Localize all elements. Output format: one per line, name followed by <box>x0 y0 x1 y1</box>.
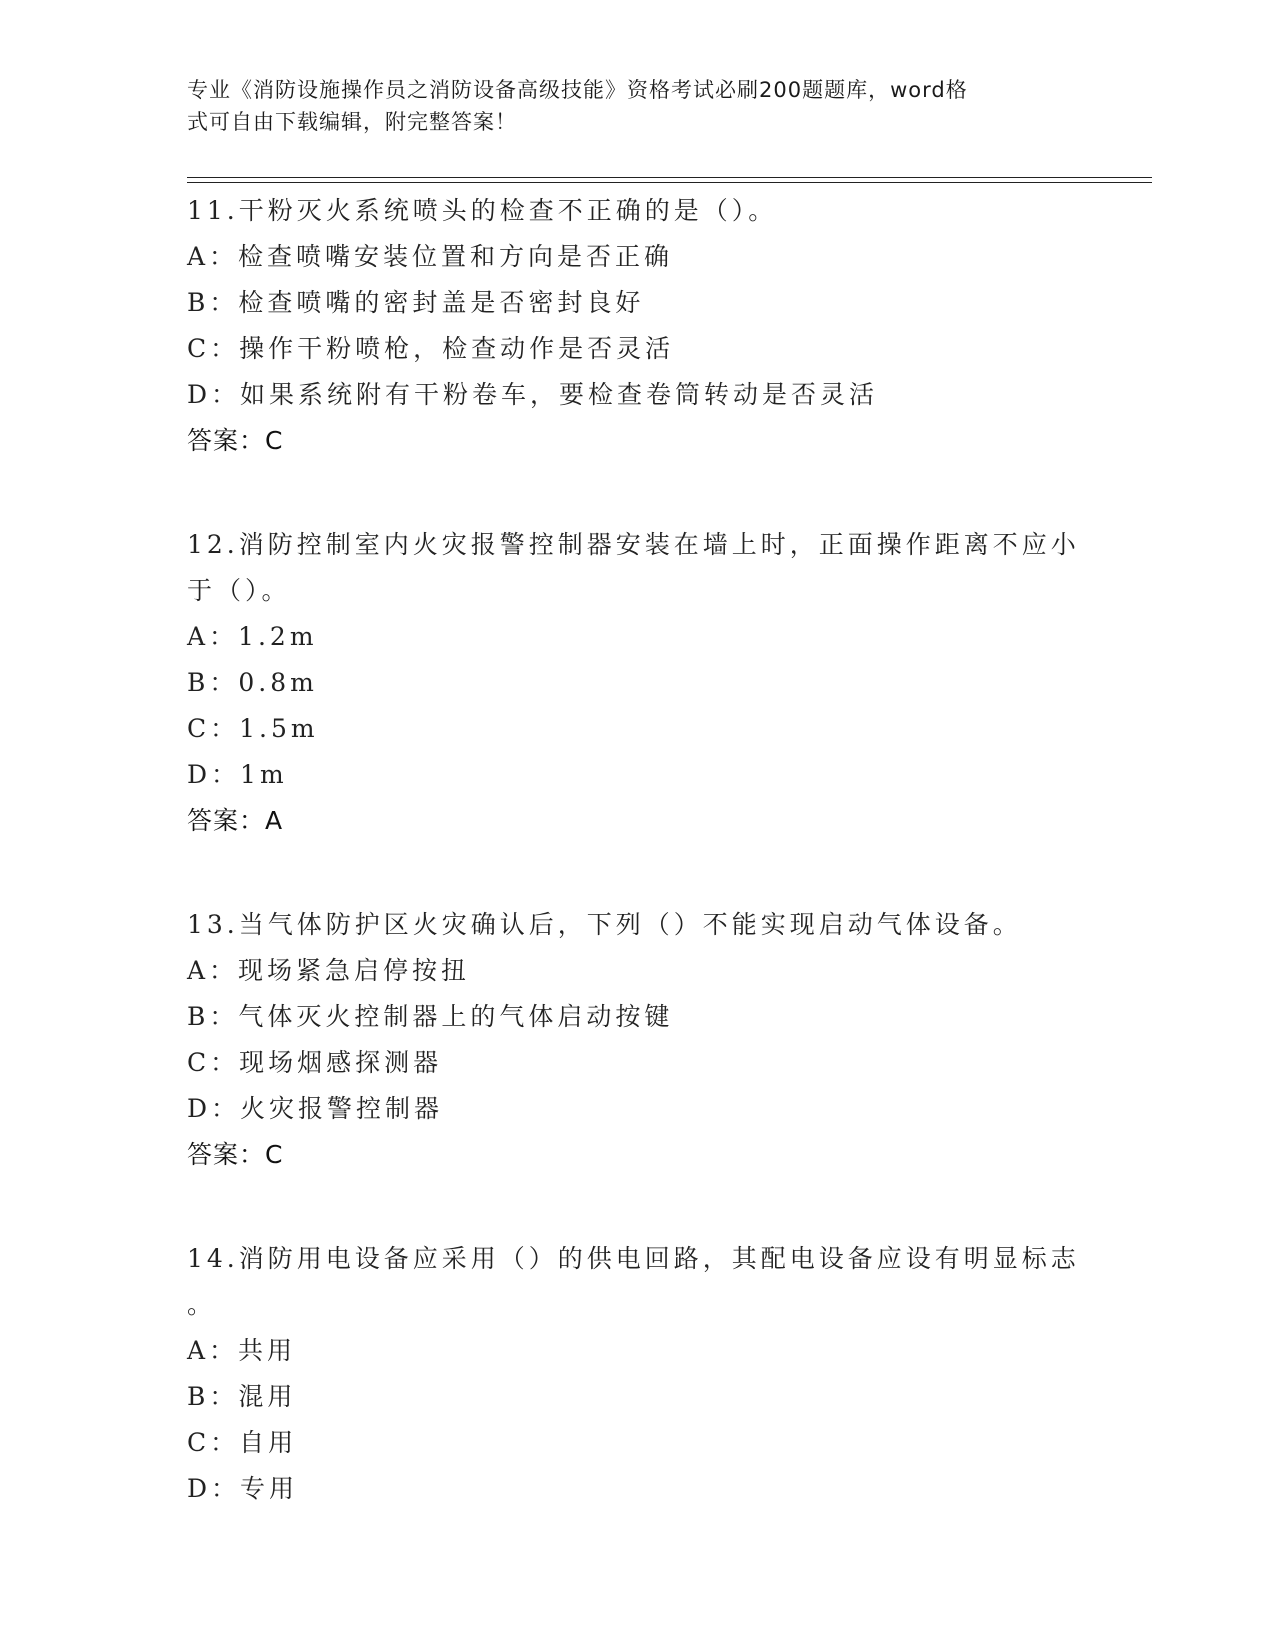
question-stem: 11.干粉灭火系统喷头的检查不正确的是（）。 <box>187 196 778 225</box>
spacer <box>187 1178 1087 1236</box>
answer-line: 答案：C <box>187 426 284 455</box>
question-stem: 13.当气体防护区火灾确认后，下列（）不能实现启动气体设备。 <box>187 910 1022 939</box>
question-13 <box>187 902 1087 1178</box>
option-b: B：混用 <box>187 1382 297 1411</box>
option-d: D：如果系统附有干粉卷车，要检查卷筒转动是否灵活 <box>187 380 879 409</box>
header-divider-bottom <box>187 182 1152 183</box>
option-d: D：1m <box>187 760 288 789</box>
answer-line: 答案：C <box>187 1140 284 1169</box>
question-12 <box>187 522 1087 844</box>
question-stem-continued: 。 <box>187 1290 217 1319</box>
question-stem: 14.消防用电设备应采用（）的供电回路，其配电设备应设有明显标志 <box>187 1244 1080 1273</box>
option-a: A：检查喷嘴安装位置和方向是否正确 <box>187 242 674 271</box>
option-d: D：专用 <box>187 1474 299 1503</box>
option-c: C：1.5m <box>187 714 319 743</box>
option-b: B：气体灭火控制器上的气体启动按键 <box>187 1002 674 1031</box>
option-b: B：检查喷嘴的密封盖是否密封良好 <box>187 288 645 317</box>
header-line-2: 式可自由下载编辑，附完整答案！ <box>187 110 517 134</box>
option-b: B：0.8m <box>187 668 318 697</box>
question-14 <box>187 1236 1087 1512</box>
option-c: C：操作干粉喷枪，检查动作是否灵活 <box>187 334 675 363</box>
option-d: D：火灾报警控制器 <box>187 1094 444 1123</box>
answer-line: 答案：A <box>187 806 284 835</box>
option-c: C：现场烟感探测器 <box>187 1048 443 1077</box>
header-line-1: 专业《消防设施操作员之消防设备高级技能》资格考试必刷200题题库，word格 <box>187 78 968 102</box>
spacer <box>187 844 1087 902</box>
question-list <box>187 188 1087 1512</box>
question-11 <box>187 188 1087 464</box>
header-divider-top <box>187 177 1152 178</box>
option-a: A：现场紧急启停按扭 <box>187 956 471 985</box>
option-c: C：自用 <box>187 1428 298 1457</box>
question-stem-continued: 于（）。 <box>187 576 291 605</box>
option-a: A：共用 <box>187 1336 297 1365</box>
question-stem: 12.消防控制室内火灾报警控制器安装在墙上时，正面操作距离不应小 <box>187 530 1080 559</box>
spacer <box>187 464 1087 522</box>
option-a: A：1.2m <box>187 622 318 651</box>
document-header <box>187 74 1087 138</box>
